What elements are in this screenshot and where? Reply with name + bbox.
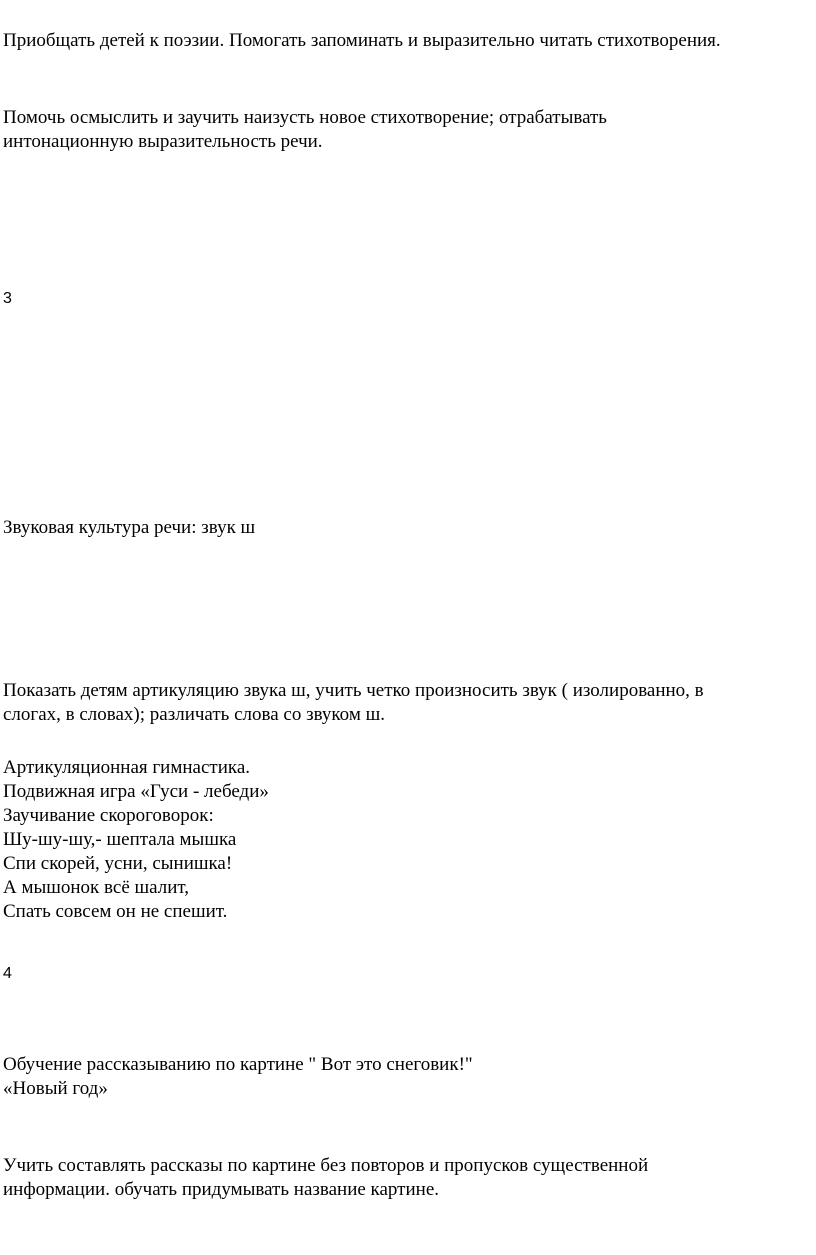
lesson-topic — [3, 1053, 473, 1101]
list-item: Артикуляционная гимнастика. — [3, 757, 250, 778]
text-line: Учить составлять рассказы по картине без повторов и пропусков существенной — [3, 1155, 649, 1176]
text-line: Звуковая культура речи: звук ш — [3, 517, 256, 538]
text-line: «Новый год» — [3, 1078, 108, 1099]
text-line: Помочь осмыслить и заучить наизусть новое стихотворение; отрабатывать — [3, 107, 607, 128]
text-line: информации. обучать придумывать название картине. — [3, 1179, 439, 1200]
text-line: Показать детям артикуляцию звука ш, учить четко произносить звук ( изолированно, в — [3, 680, 704, 701]
text-line: Приобщать детей к поэзии. Помогать запоминать и выразительно читать стихотворения. — [3, 30, 721, 51]
activities-list — [3, 756, 269, 924]
text-line: интонационную выразительность речи. — [3, 131, 323, 152]
list-item: Спи скорей, усни, сынишка! — [3, 853, 233, 874]
lesson-topic — [3, 516, 255, 540]
task-paragraph-memorize — [3, 106, 607, 154]
text-line: слогах, в словах); различать слова со звуком ш. — [3, 704, 385, 725]
task-paragraph-sound — [3, 679, 704, 727]
list-item: Спать совсем он не спешит. — [3, 901, 228, 922]
list-item: Заучивание скороговорок: — [3, 805, 214, 826]
task-paragraph-storytelling — [3, 1154, 648, 1202]
lesson-number: 3 — [3, 290, 12, 307]
goal-paragraph-poetry — [3, 29, 721, 53]
list-item: Подвижная игра «Гуси - лебеди» — [3, 781, 269, 802]
text-line: Обучение рассказыванию по картине " Вот это снеговик!" — [3, 1054, 473, 1075]
list-item: Шу-шу-шу,- шептала мышка — [3, 829, 237, 850]
lesson-number: 4 — [3, 965, 12, 982]
list-item: А мышонок всё шалит, — [3, 877, 190, 898]
